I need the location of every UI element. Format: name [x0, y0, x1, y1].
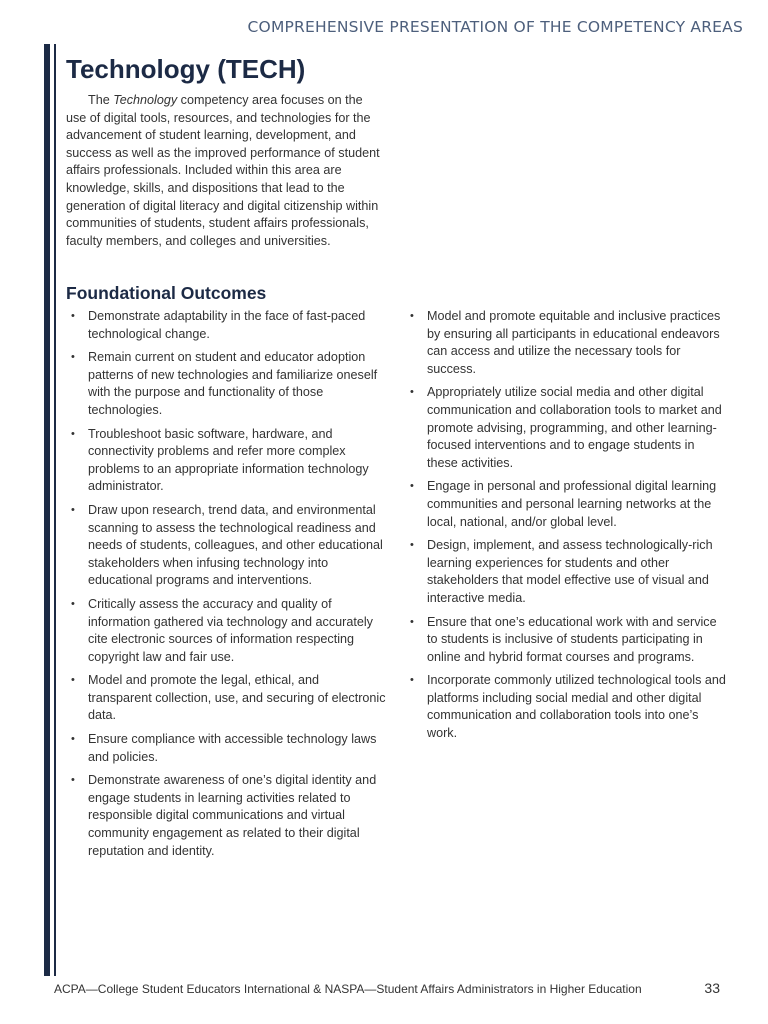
- outcome-text: Demonstrate adaptability in the face of fast-paced technological change.: [88, 309, 366, 341]
- list-item: [407, 478, 727, 531]
- bullet-icon: •: [71, 427, 75, 440]
- intro-paragraph: [66, 92, 382, 250]
- outcome-text: Demonstrate awareness of one’s digital identity and engage students in learning activities related to responsible digital communications and virtual community engagement as related to their digital reputation and identity.: [88, 773, 377, 858]
- outcome-text: Design, implement, and assess technologically-rich learning experiences for students and other stakeholders that model effective use of visual and interactive media.: [427, 538, 713, 605]
- list-item: [68, 426, 386, 496]
- bullet-icon: •: [410, 386, 414, 399]
- list-item: [68, 731, 386, 766]
- page-number: 33: [704, 980, 720, 996]
- outcomes-list-left: [68, 308, 386, 866]
- list-item: [407, 308, 727, 378]
- outcome-text: Appropriately utilize social media and other digital communication and collaboration tools to market and promote advising, programming, and other learning-focused interventions and to engage students in these activities.: [427, 385, 722, 470]
- outcome-text: Model and promote equitable and inclusive practices by ensuring all participants in educational endeavors can access and utilize the necessary tools for success.: [427, 309, 721, 376]
- list-item: [68, 772, 386, 860]
- outcomes-list-right: [407, 308, 727, 749]
- bullet-icon: •: [410, 480, 414, 493]
- bullet-icon: •: [71, 503, 75, 516]
- list-item: [68, 596, 386, 666]
- outcome-text: Troubleshoot basic software, hardware, and connectivity problems and refer more complex problems to an appropriate information technology administrator.: [88, 426, 369, 494]
- left-rule-thick: [44, 44, 50, 976]
- bullet-icon: •: [410, 615, 414, 628]
- bullet-icon: •: [71, 310, 75, 322]
- bullet-icon: •: [410, 310, 414, 322]
- list-item: [407, 537, 727, 607]
- outcome-text: Engage in personal and professional digital learning communities and personal learning networks at the local, national, and/or global level.: [427, 479, 717, 529]
- outcome-text: Remain current on student and educator adoption patterns of new technologies and familiarize oneself with the purpose and functionality of those technologies.: [88, 350, 378, 417]
- outcome-text: Model and promote the legal, ethical, and transparent collection, use, and securing of electronic data.: [88, 673, 386, 723]
- bullet-icon: •: [71, 351, 75, 364]
- bullet-icon: •: [71, 674, 75, 687]
- intro-body: competency area focuses on the use of digital tools, resources, and technologies for the advancement of student learning, development, and success as well as the improved performance of student affairs professionals. Included within this area are knowledge, skills, and dispositions that lead to the generation of digital literacy and digital citizenship within communities of students, student affairs professionals, faculty members, and colleges and universities.: [66, 93, 380, 248]
- list-item: [407, 614, 727, 667]
- bullet-icon: •: [71, 597, 75, 610]
- bullet-icon: •: [410, 539, 414, 552]
- bullet-icon: •: [71, 733, 75, 746]
- outcome-text: Draw upon research, trend data, and environmental scanning to assess the technological readiness and needs of students, colleagues, and other educational stakeholders when infusing technology into educational programs and interventions.: [88, 502, 383, 588]
- intro-lead: The: [88, 93, 114, 107]
- list-item: [68, 502, 386, 590]
- list-item: [68, 308, 386, 343]
- list-item: [68, 672, 386, 725]
- left-rule-thin: [54, 44, 56, 976]
- intro-emphasis: Technology: [113, 93, 178, 107]
- footer-text: ACPA—College Student Educators International & NASPA—Student Affairs Administrators in Higher Education: [54, 982, 642, 996]
- outcome-text: Ensure compliance with accessible technology laws and policies.: [88, 732, 377, 764]
- bullet-icon: •: [410, 674, 414, 687]
- outcome-text: Ensure that one’s educational work with and service to students is inclusive of students participating in online and hybrid format courses and programs.: [427, 614, 717, 664]
- list-item: [68, 349, 386, 419]
- page-title: Technology (TECH): [66, 54, 306, 84]
- list-item: [407, 384, 727, 472]
- bullet-icon: •: [71, 774, 75, 787]
- running-header: COMPREHENSIVE PRESENTATION OF THE COMPETENCY AREAS: [247, 18, 743, 36]
- list-item: [407, 672, 727, 742]
- outcome-text: Incorporate commonly utilized technological tools and platforms including social medial and other digital communication and collaboration tools into one’s work.: [427, 673, 726, 741]
- section-title: Foundational Outcomes: [66, 283, 267, 303]
- outcome-text: Critically assess the accuracy and quality of information gathered via technology and accurately cite electronic sources of information respecting copyright law and fair use.: [88, 596, 373, 664]
